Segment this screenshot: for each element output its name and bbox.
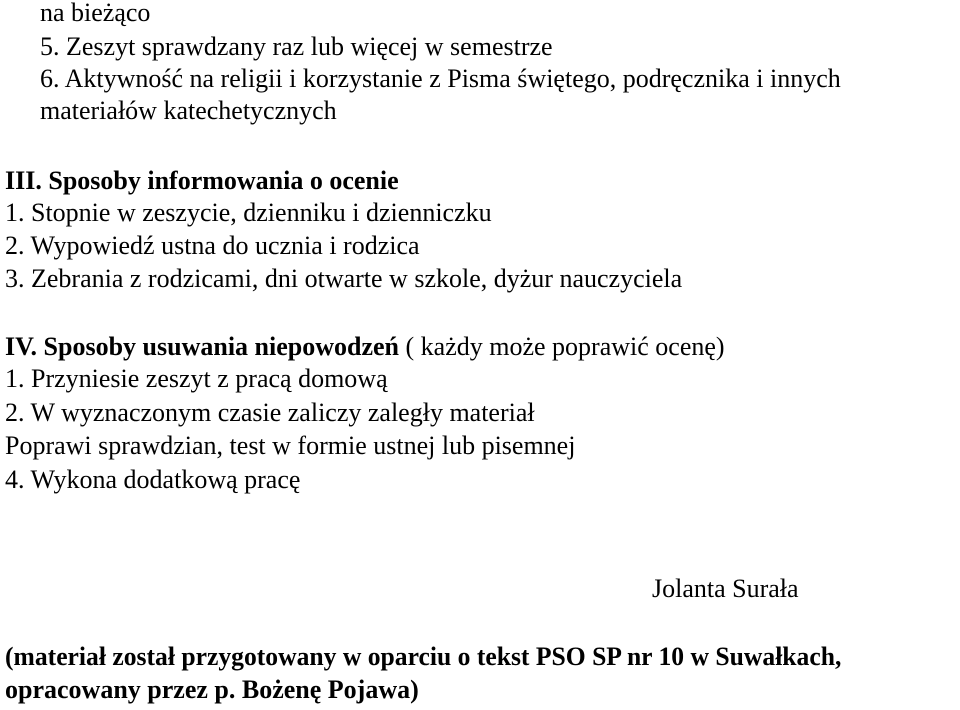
section-4-item-3: Poprawi sprawdzian, test w formie ustnej lub pisemnej — [5, 431, 576, 460]
section-4-heading-note: ( każdy może poprawić ocenę) — [399, 332, 725, 361]
footer-note-line1 — [5, 642, 854, 672]
list-item-6-line1: 6. Aktywność na religii i korzystanie z Pisma świętego, podręcznika i innych — [40, 64, 841, 93]
footer-note-line2: opracowany przez p. Bożenę Pojawa) — [5, 675, 419, 704]
section-4-heading-line — [5, 332, 725, 362]
section-3-item-1: 1. Stopnie w zeszycie, dzienniku i dzienniczku — [5, 198, 492, 227]
section-4-item-4: 4. Wykona dodatkową pracę — [5, 465, 301, 494]
list-item-5: 5. Zeszyt sprawdzany raz lub więcej w semestrze — [40, 32, 553, 61]
section-4-item-2: 2. W wyznaczonym czasie zaliczy zaległy materiał — [5, 398, 535, 427]
section-3-heading: III. Sposoby informowania o ocenie — [5, 166, 399, 195]
footer-note-line1-text: (materiał został przygotowany w oparciu o tekst PSO SP nr 10 w Suwałkach, — [5, 642, 842, 671]
signature-name: Jolanta Surała — [652, 574, 799, 603]
section-3-item-2: 2. Wypowiedź ustna do ucznia i rodzica — [5, 231, 420, 260]
section-4-heading: IV. Sposoby usuwania niepowodzeń — [5, 332, 399, 361]
section-4-item-1: 1. Przyniesie zeszyt z pracą domową — [5, 364, 388, 393]
list-item-6-line2: materiałów katechetycznych — [40, 96, 337, 125]
list-continuation-text: na bieżąco — [40, 0, 151, 27]
section-3-item-3: 3. Zebrania z rodzicami, dni otwarte w szkole, dyżur nauczyciela — [5, 264, 683, 293]
